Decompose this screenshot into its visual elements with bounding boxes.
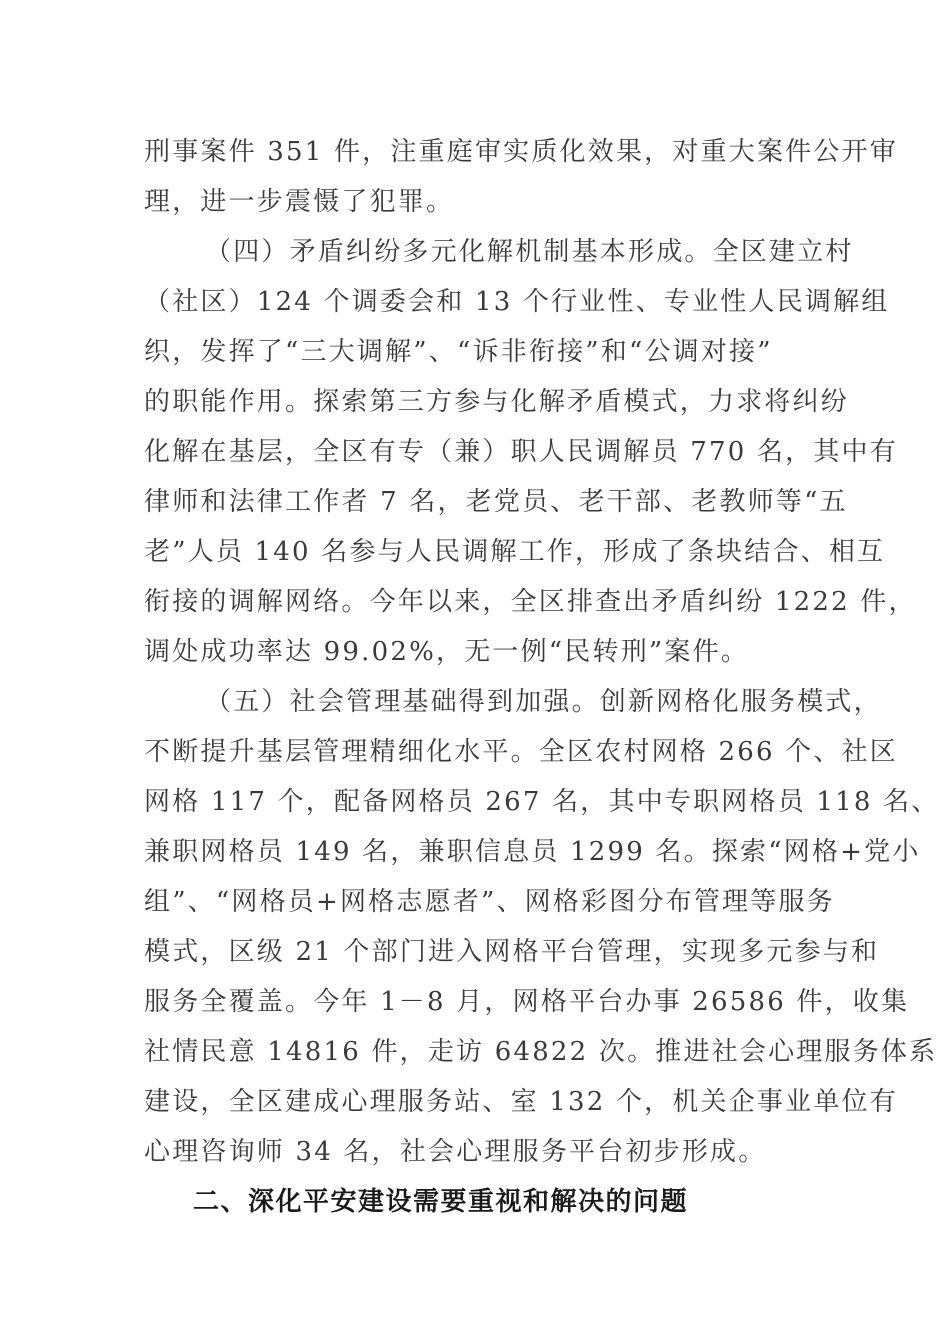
paragraph-line: 不断提升基层管理精细化水平。全区农村网格 266 个、社区 [144,737,898,767]
paragraph-line: 的职能作用。探索第三方参与化解矛盾模式，力求将纠纷 [144,387,850,417]
paragraph-line: 织，发挥了“三大调解”、“诉非衔接”和“公调对接” [144,337,773,367]
paragraph-line: 社情民意 14816 件，走访 64822 次。推进社会心理服务体系 [144,1037,938,1067]
paragraph-line: 刑事案件 351 件，注重庭审实质化效果，对重大案件公开审 [144,137,898,167]
paragraph-line: 模式，区级 21 个部门进入网格平台管理，实现多元参与和 [144,937,880,967]
paragraph-line: 化解在基层，全区有专（兼）职人民调解员 770 名，其中有 [144,437,898,467]
paragraph-line: 衔接的调解网络。今年以来，全区排查出矛盾纠纷 1222 件， [144,587,917,617]
paragraph-line: 组”、“网格员+网格志愿者”、网格彩图分布管理等服务 [144,887,835,917]
section-heading: 二、深化平安建设需要重视和解决的问题 [193,1187,689,1217]
paragraph-line: （社区）124 个调委会和 13 个行业性、专业性人民调解组 [144,287,890,317]
paragraph-line: 建设，全区建成心理服务站、室 132 个，机关企事业单位有 [144,1087,898,1117]
paragraph-line: 老”人员 140 名参与人民调解工作，形成了条块结合、相互 [144,537,886,567]
paragraph-line: 心理咨询师 34 名，社会心理服务平台初步形成。 [144,1137,767,1167]
paragraph-line: 调处成功率达 99.02%，无一例“民转刑”案件。 [144,637,749,667]
paragraph-line: 兼职网格员 149 名，兼职信息员 1299 名。探索“网格+党小 [144,837,921,867]
paragraph-line: 网格 117 个，配备网格员 267 名，其中专职网格员 118 名、 [144,787,940,817]
paragraph-line: （五）社会管理基础得到加强。创新网格化服务模式， [205,687,882,717]
paragraph-line: 理，进一步震慑了犯罪。 [144,187,455,217]
paragraph-line: 律师和法律工作者 7 名，老党员、老干部、老教师等“五 [144,487,848,517]
paragraph-line: 服务全覆盖。今年 1－8 月，网格平台办事 26586 件，收集 [144,987,910,1017]
paragraph-line: （四）矛盾纠纷多元化解机制基本形成。全区建立村 [205,237,854,267]
